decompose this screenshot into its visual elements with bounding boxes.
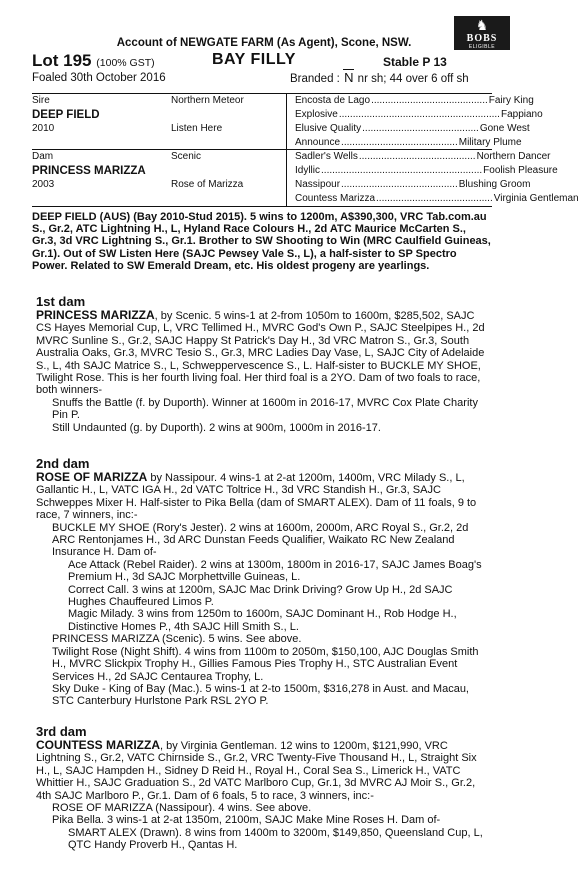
grand-progeny-item: Ace Attack (Rebel Raider). 2 wins at 1300m, 1800m in 2016-17, SAJC James Boag's Premium H., 3d SAJC Morphettville Guineas, L. (68, 558, 482, 584)
progeny-item: Sky Duke - King of Bay (Mac.). 5 wins-1 at 2-to 1500m, $316,278 in Aust. and Macau, STC Canterbury Hurlstone Park RSL 2YO P. (52, 682, 469, 708)
gp-row: Elusive Quality .......................................... Gone West (295, 123, 530, 134)
sire-year: 2010 (32, 123, 55, 134)
grand-progeny-item: SMART ALEX (Drawn). 8 wins from 1400m to 3200m, $149,850, Queensland Cup, L, QTC Handy Proverb H., Qantas H. (68, 826, 483, 852)
dam-dam: Rose of Marizza (171, 179, 244, 190)
first-dam-text: , by Scenic. 5 wins-1 at 2-from 1050m to 1600m, $285,502, SAJC CS Hayes Memorial Cup, L, VRC Tellimed H., MVRC God's Own P., SAJC Steelpipes H., 2d MVRC Sunline S., Gr.2, SAJC Happy St Patrick's Day H., 3d VRC Matron S., Gr.3, South Australia Oaks, Gr.3, MVRC Tesio S., Gr.3, MRC Ladies Day Vase, L, SAJC City of Adelaide S., L, 4th SAJC Matrice S., L, Schweppervescence S., L. Half-sister to BUCKLE MY SHOE, Twilight Rose. This is her fourth living foal. Her third foal is a 2YO. Dam of two foals to race, both winners- (36, 310, 485, 397)
grand-progeny-item: Correct Call. 3 wins at 1200m, SAJC Mac Drink Driving? Grow Up H., 2d SAJC Hughes Chauffeured Limos P. (68, 583, 453, 609)
gp-row: Sadler's Wells .......................................... Northern Dancer (295, 151, 551, 162)
progeny-item: Snuffs the Battle (f. by Duporth). Winner at 1600m in 2016-17, MVRC Cox Plate Charity Pin P. (52, 396, 478, 422)
progeny-item: Twilight Rose (Night Shift). 4 wins from 1100m to 2050m, $150,100, AJC Douglas Smith H., MVRC Slickpix Trophy H., Gillies Famous Pies Trophy H., STC Australian Event Services H., 2d SAJC Centaurea Trophy, L. (52, 645, 479, 683)
progeny-item: BUCKLE MY SHOE (Rory's Jester). 2 wins at 1600m, 2000m, ARC Royal S., Gr.2, 2d ARC Rentonjames H., 3d ARC Dunstan Feeds Qualifier, Waikato RC New Zealand Insurance H. Dam of- (52, 521, 469, 559)
second-dam-section (36, 456, 492, 708)
progeny-item: Still Undaunted (g. by Duporth). 2 wins at 900m, 1000m in 2016-17. (52, 421, 381, 434)
third-dam-text: , by Virginia Gentleman. 12 wins to 1200m, $121,990, VRC Lightning S., Gr.2, VATC Chirnside S., Gr.2, VRC Twenty-Five Thousand H., L, Straight Six H., L, SAJC Hampden H., Sidney D Reid H., Royal H., Coral Sea S., Limerick H., VATC Whittier H., SAJC Graduation S., 2d VATC Marlboro Cup, Gr.1, 3d MVRC AJ Moir S., Gr.2, 4th SAJC Marlboro P., Gr.1. Dam of 6 foals, 5 to race, 3 winners, inc:- (36, 740, 477, 802)
progeny-item: PRINCESS MARIZZA (Scenic). 5 wins. See above. (52, 633, 302, 646)
horse-icon: ♞ (475, 17, 489, 33)
branded: Branded : N nr sh; 44 over 6 off sh (290, 70, 469, 85)
first-dam-name: PRINCESS MARIZZA (36, 308, 155, 322)
dam-name: PRINCESS MARIZZA (32, 165, 146, 177)
dam-year: 2003 (32, 179, 55, 190)
horse-description: BAY FILLY (212, 51, 296, 68)
account-line: Account of NEWGATE FARM (As Agent), Scone, NSW. (116, 37, 412, 49)
first-dam-section (36, 294, 492, 434)
sire-dam: Listen Here (171, 123, 223, 134)
stable: Stable P 13 (383, 55, 447, 69)
first-dam-title: 1st dam (36, 294, 86, 309)
gp-row: Explosive .......................................................... Fappiano (295, 109, 543, 120)
sire-label: Sire (32, 95, 50, 106)
dam-label: Dam (32, 151, 54, 162)
brand-mark: N (344, 70, 354, 85)
gp-row: Countess Marizza .......................................... Virginia Gentleman (295, 193, 579, 204)
gp-row: Idyllic .......................................................... Foolish Pleasure (295, 165, 558, 176)
third-dam-title: 3rd dam (36, 724, 87, 739)
lot-number: Lot 195 (100% GST) (32, 51, 155, 70)
third-dam-section (36, 724, 492, 852)
dam-sire: Scenic (171, 151, 202, 162)
grand-progeny-item: Magic Milady. 3 wins from 1250m to 1600m, SAJC Dominant H., Rob Hodge H., Distinctive Homes P., 4th SAJC Hill Smith S., L. (68, 608, 457, 633)
sire-sire: Northern Meteor (171, 95, 244, 106)
progeny-item: Pika Bella. 3 wins-1 at 2-at 1350m, 2100m, SAJC Make Mine Roses H. Dam of- (52, 814, 441, 827)
gp-row: Announce .......................................... Military Plume (295, 137, 522, 148)
sire-summary: DEEP FIELD (AUS) (Bay 2010-Stud 2015). 5 wins to 1200m, A$390,300, VRC Tab.com.au S., Gr.2, ATC Lightning H., L, Hyland Race Colours H., 2d ATC Maurice McCarten S., Gr.3, 3d VRC Lightning S., Gr.1. Brother to SW Shooting to Win (MRC Caulfield Guineas, Gr.1). Out of SW Listen Here (SAJC Pewsey Vale S., L), a half-sister to SP Spectro Power. Related to SW Emerald Dream, etc. His oldest progeny are yearlings. (32, 211, 491, 272)
foaled-date: Foaled 30th October 2016 (32, 72, 166, 84)
second-dam-title: 2nd dam (36, 456, 90, 471)
progeny-item: ROSE OF MARIZZA (Nassipour). 4 wins. See above. (52, 802, 312, 815)
pedigree-table (32, 93, 579, 207)
gp-row: Encosta de Lago .......................................... Fairy King (295, 95, 534, 106)
logo-sub: ELIGIBLE (468, 44, 496, 50)
third-dam-name: COUNTESS MARIZZA (36, 738, 160, 752)
logo-name: BOBS (466, 33, 498, 44)
gp-row: Nassipour .......................................... Blushing Groom (295, 179, 531, 190)
second-dam-name: ROSE OF MARIZZA (36, 470, 148, 484)
sire-name: DEEP FIELD (32, 109, 100, 121)
second-dam-text: by Nassipour. 4 wins-1 at 2-at 1200m, 1400m, VRC Milady S., L, Gallantic H., L, VATC IGA H., 2d VATC Toltrice H., 3d VRC Standish H., Gr.3, SAJC Schweppes Mixer H. Half-sister to Pika Bella (dam of SMART ALEX). Dam of 11 foals, 9 to race, 7 winners, inc:- (36, 472, 477, 522)
